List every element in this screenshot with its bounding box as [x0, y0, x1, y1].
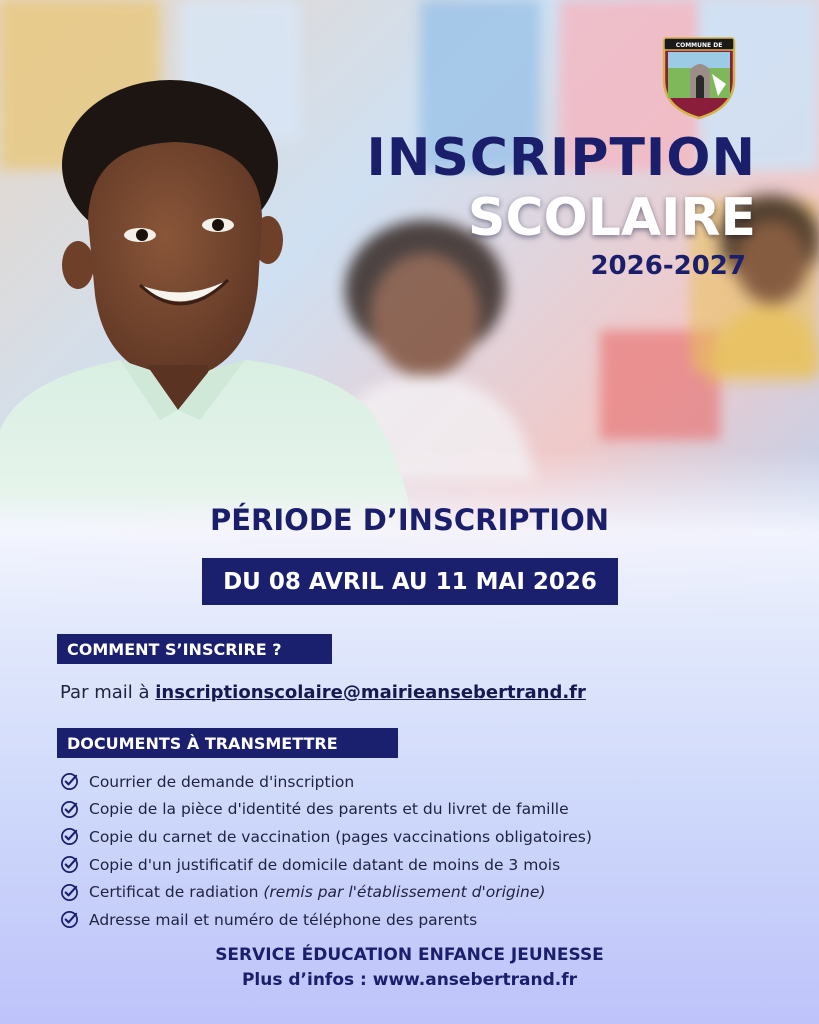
email-instruction	[60, 682, 586, 703]
list-item	[60, 768, 592, 796]
check-circle-icon	[60, 883, 79, 902]
check-circle-icon	[60, 910, 79, 929]
list-item	[60, 823, 592, 851]
school-year: 2026-2027	[590, 251, 746, 281]
service-name: SERVICE ÉDUCATION ENFANCE JEUNESSE	[215, 945, 604, 965]
period-title: PÉRIODE D’INSCRIPTION	[209, 503, 609, 537]
commune-coat-of-arms-logo	[660, 34, 738, 120]
list-item	[60, 878, 592, 906]
list-item	[60, 906, 592, 934]
document-text: Copie du carnet de vaccination (pages vaccinations obligatoires)	[89, 827, 592, 846]
how-to-register-heading	[57, 634, 332, 664]
documents-heading-label: DOCUMENTS À TRANSMETTRE	[67, 733, 338, 753]
title-scolaire: SCOLAIRE	[467, 188, 756, 248]
documents-heading	[57, 728, 398, 758]
email-prefix: Par mail à	[60, 682, 156, 703]
how-heading-label: COMMENT S’INSCRIRE ?	[67, 639, 282, 659]
email-link[interactable]: inscriptionscolaire@mairieansebertrand.fr	[155, 682, 586, 703]
title-inscription: INSCRIPTION	[366, 128, 756, 188]
list-item	[60, 796, 592, 824]
documents-list	[60, 768, 592, 934]
check-circle-icon	[60, 827, 79, 846]
document-text: Courrier de demande d'inscription	[89, 772, 355, 791]
document-text: Copie de la pièce d'identité des parents et du livret de famille	[89, 800, 569, 819]
svg-text:COMMUNE DE: COMMUNE DE	[675, 42, 723, 49]
period-dates: DU 08 AVRIL AU 11 MAI 2026	[223, 568, 597, 595]
more-info-link[interactable]: Plus d’infos : www.ansebertrand.fr	[241, 970, 578, 990]
check-circle-icon	[60, 772, 79, 791]
document-note: (remis par l'établissement d'origine)	[263, 883, 546, 902]
document-text: Copie d'un justificatif de domicile datant de moins de 3 mois	[89, 855, 561, 874]
document-text: Certificat de radiation	[89, 883, 259, 902]
check-circle-icon	[60, 800, 79, 819]
check-circle-icon	[60, 855, 79, 874]
period-dates-badge	[202, 558, 618, 605]
document-text: Adresse mail et numéro de téléphone des parents	[89, 910, 478, 929]
list-item	[60, 851, 592, 879]
